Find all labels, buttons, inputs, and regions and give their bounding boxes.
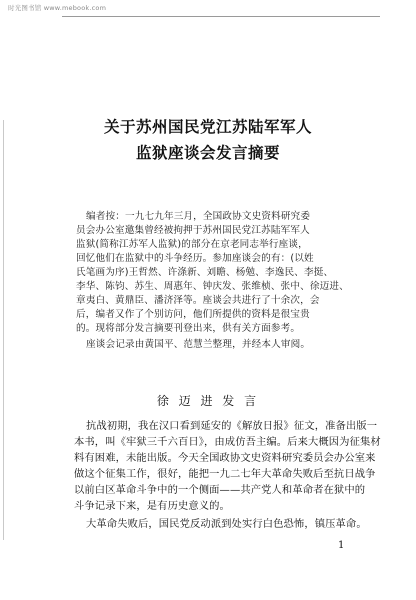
body-paragraph-line: 本书，叫《牢狱三千六百日》，由成仿吾主编。后来大概因为征集材: [74, 436, 381, 448]
body-paragraph-line: 做这个征集工作，很好，能把一九二七年大革命失败后至抗日战争: [74, 468, 376, 480]
editor-note-line: 章夷白、黄鼎臣、潘济泽等。座谈会共进行了十余次，会: [76, 295, 320, 306]
body-paragraph-line: 以前白区革命斗争中的一个侧面——共产党人和革命者在狱中的: [74, 484, 366, 496]
editor-note-line: 的。现将部分发言摘要刊登出来，供有关方面参考。: [76, 323, 301, 334]
watermark: 时光图书馆 www.mebook.com: [8, 4, 107, 12]
article-title-line-2: 监狱座谈会发言摘要: [135, 143, 280, 162]
body-paragraph-line: 斗争记录下来，是有历史意义的。: [74, 500, 230, 512]
body-paragraph-line: 料有困难，未能出版。今天全国政协文史资料研究委员会办公室来: [74, 452, 376, 464]
editor-note-line: 监狱(简称江苏军人监狱)的部分在京老同志举行座谈，: [76, 239, 308, 250]
article-title-line-1: 关于苏州国民党江苏陆军军人: [103, 117, 312, 136]
editor-note-line: 座谈会记录由黄国平、范慧兰整理，并经本人审阅。: [86, 339, 311, 350]
top-rule: [62, 16, 380, 17]
page-edge-shadow: [3, 120, 4, 540]
editor-note-line: 后，编者又作了个别访问，他们所提供的资料是很宝贵: [76, 309, 310, 320]
editor-note-line: 员会办公室邀集曾经被拘押于苏州国民党江苏陆军军人: [76, 225, 310, 236]
editor-note-line: 氏笔画为序)王哲然、许涤新、刘瞻、杨勉、李逸民、李挺、: [76, 267, 334, 278]
editor-note-line: 李华、陈钧、苏生、周惠年、钟庆发、张维桢、张中、徐迈进、: [76, 281, 349, 292]
section-heading: 徐 迈 进 发 言: [156, 394, 260, 408]
body-paragraph-line: 抗战初期，我在汉口看到延安的《解放日报》征文，准备出版一: [86, 420, 378, 432]
editor-note-line: 编者按：一九七九年三月，全国政协文史资料研究委: [86, 211, 311, 222]
page-number: 1: [338, 540, 345, 551]
body-paragraph-line: 大革命失败后，国民党反动派到处实行白色恐怖，镇压革命。: [86, 518, 367, 530]
editor-note-line: 回忆他们在监狱中的斗争经历。参加座谈会的有：(以姓: [76, 253, 314, 264]
